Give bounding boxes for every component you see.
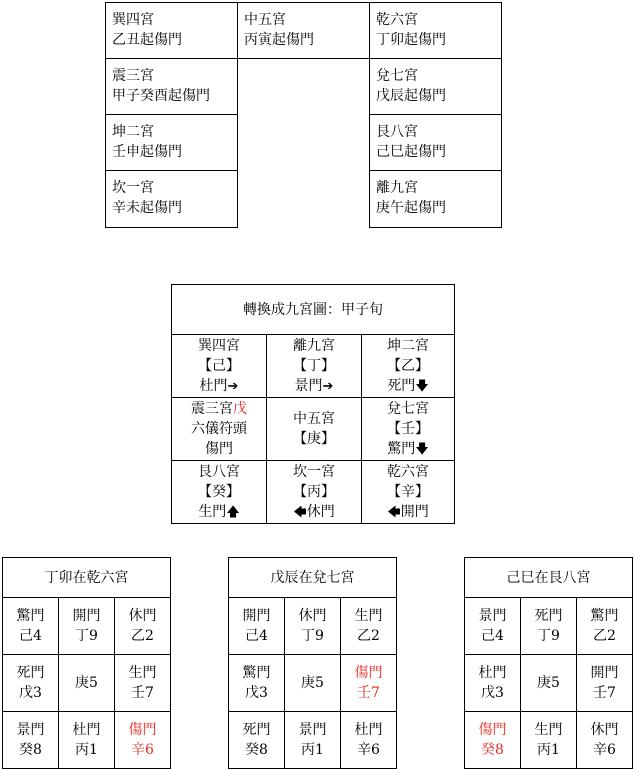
gate: 死門 (242, 722, 271, 738)
stem: 丁9 (537, 628, 560, 644)
arrow-up-icon: 🡅 (226, 504, 240, 520)
grid-cell (576, 711, 633, 769)
gate-with-arrow (295, 376, 334, 397)
gate-with-arrow (200, 376, 239, 397)
gate: 驚門 (387, 440, 416, 457)
stem: 癸8 (245, 742, 268, 758)
top-cell-qian6 (369, 2, 502, 59)
stem: 辛6 (357, 742, 380, 758)
stem: 己4 (19, 628, 42, 644)
palace-name: 巽四宮 (198, 337, 240, 354)
palace-dui7 (361, 397, 455, 461)
grid-title-box (228, 557, 397, 598)
grid-cell (114, 711, 171, 769)
grid-cell (2, 654, 59, 712)
start-gate-rule: 丁卯起傷門 (376, 32, 446, 48)
chart-title: 轉換成九宮圖：甲子旬 (243, 301, 383, 318)
gate: 景門 (16, 722, 45, 738)
gate: 傷門 (354, 665, 383, 681)
palace-name: 離九宮 (293, 337, 335, 354)
palace-qian6 (361, 460, 455, 524)
stem: 【己】 (198, 357, 240, 374)
grid-title-box (2, 557, 171, 598)
palace-xun4 (171, 334, 267, 398)
arrow-left-icon: 🡄 (293, 504, 307, 520)
grid-cell (464, 711, 521, 769)
stem: 乙2 (593, 628, 616, 644)
center-stem: 庚5 (537, 675, 560, 691)
start-gate-rule: 甲子癸酉起傷門 (112, 88, 210, 104)
grid-cell (114, 597, 171, 655)
gate: 死門 (16, 665, 45, 681)
grid-cell (2, 597, 59, 655)
palace-li9 (266, 334, 362, 398)
stem: 【癸】 (198, 483, 240, 500)
grid-cell (340, 597, 397, 655)
stem: 戊3 (481, 685, 504, 701)
grid-cell (58, 654, 115, 712)
gate-with-arrow (198, 502, 239, 523)
grid-cell (58, 711, 115, 769)
stem: 壬7 (131, 685, 154, 701)
stem: 辛6 (593, 742, 616, 758)
palace-name: 坎一宮 (293, 463, 335, 480)
gate: 景門 (298, 722, 327, 738)
top-cell-dui7 (369, 58, 502, 115)
palace-name: 離九宮 (376, 180, 418, 196)
palace-kan1 (266, 460, 362, 524)
stem: 【丙】 (293, 483, 335, 500)
gate: 死門 (387, 377, 416, 394)
gate-with-arrow (293, 502, 334, 523)
start-gate-rule: 辛未起傷門 (112, 200, 182, 216)
gate: 開門 (590, 665, 619, 681)
grid-cell (284, 711, 341, 769)
gate: 開門 (400, 503, 429, 520)
start-gate-rule: 戊辰起傷門 (376, 88, 446, 104)
start-gate-rule: 乙丑起傷門 (112, 32, 182, 48)
top-cell-xun4 (105, 2, 238, 59)
stem: 【庚】 (293, 431, 335, 447)
stem: 癸8 (481, 742, 504, 758)
gate: 休門 (306, 503, 335, 520)
stem: 【辛】 (387, 483, 429, 500)
stem: 壬7 (357, 685, 380, 701)
grid-cell (520, 654, 577, 712)
center-stem: 庚5 (301, 675, 324, 691)
palace-name: 震三宮 (191, 401, 233, 417)
grid-cell (340, 711, 397, 769)
gate: 生門 (534, 722, 563, 738)
grid-cell (464, 597, 521, 655)
palace-name: 兌七宮 (376, 68, 418, 84)
gate: 休門 (298, 608, 327, 624)
stem: 丙1 (537, 742, 560, 758)
grid-cell (58, 597, 115, 655)
start-gate-rule: 己巳起傷門 (376, 144, 446, 160)
palace-name: 中五宮 (293, 411, 335, 427)
gate: 開門 (72, 608, 101, 624)
stem: 丁9 (75, 628, 98, 644)
palace-name: 兌七宮 (387, 400, 429, 417)
grid-cell (284, 654, 341, 712)
gate: 杜門 (354, 722, 383, 738)
gate: 休門 (128, 608, 157, 624)
start-gate-rule: 丙寅起傷門 (244, 32, 314, 48)
gate: 休門 (590, 722, 619, 738)
stem: 己4 (481, 628, 504, 644)
gate: 驚門 (590, 608, 619, 624)
gate-with-arrow (387, 376, 428, 397)
grid-title: 戊辰在兌七宮 (270, 569, 355, 586)
top-cell-zhen3 (105, 58, 238, 115)
palace-name: 中五宮 (244, 12, 286, 28)
stem: 戊3 (19, 685, 42, 701)
arrow-right-icon: ➔ (227, 378, 239, 394)
palace-gen8 (171, 460, 267, 524)
palace-name: 艮八宮 (198, 463, 240, 480)
palace-name: 坤二宮 (387, 337, 429, 354)
start-gate-rule: 庚午起傷門 (376, 200, 446, 216)
center-stem: 庚5 (75, 675, 98, 691)
palace-name: 艮八宮 (376, 124, 418, 140)
stem: 丁9 (301, 628, 324, 644)
grid-cell (520, 711, 577, 769)
gate-with-arrow (387, 502, 428, 523)
grid-cell (228, 597, 285, 655)
grid-cell (520, 597, 577, 655)
grid-cell (576, 654, 633, 712)
stem: 乙2 (357, 628, 380, 644)
palace-zhong5 (266, 397, 362, 461)
top-cell-gen8 (369, 114, 502, 171)
arrow-left-icon: 🡄 (387, 504, 401, 520)
top-cell-zhong5 (237, 2, 370, 59)
stem: 丙1 (75, 742, 98, 758)
grid-title: 己巳在艮八宮 (506, 569, 591, 586)
gate: 生門 (198, 503, 227, 520)
palace-name: 乾六宮 (376, 12, 418, 28)
grid-cell (284, 597, 341, 655)
stem: 癸8 (19, 742, 42, 758)
highlight-stem: 戊 (233, 401, 247, 417)
palace-name-line (191, 399, 247, 419)
grid-cell (114, 654, 171, 712)
stem: 乙2 (131, 628, 154, 644)
stem: 丙1 (301, 742, 324, 758)
stem: 辛6 (131, 742, 154, 758)
stem: 【乙】 (387, 357, 429, 374)
top-cell-kun2 (105, 114, 238, 171)
start-gate-rule: 壬申起傷門 (112, 144, 182, 160)
arrow-right-icon: ➔ (322, 378, 334, 394)
label: 六儀符頭 (191, 421, 247, 437)
gate: 開門 (242, 608, 271, 624)
grid-title-box (464, 557, 633, 598)
palace-name: 坤二宮 (112, 124, 154, 140)
gate: 杜門 (199, 377, 228, 394)
palace-kun2 (361, 334, 455, 398)
palace-name: 震三宮 (112, 68, 154, 84)
gate: 杜門 (72, 722, 101, 738)
grid-cell (576, 597, 633, 655)
palace-name: 巽四宮 (112, 12, 154, 28)
gate: 死門 (534, 608, 563, 624)
gate: 景門 (294, 377, 323, 394)
grid-cell (228, 654, 285, 712)
stem: 【壬】 (387, 420, 429, 437)
top-cell-kan1 (105, 170, 238, 228)
gate: 景門 (478, 608, 507, 624)
gate: 生門 (128, 665, 157, 681)
gate: 傷門 (478, 722, 507, 738)
grid-cell (464, 654, 521, 712)
palace-zhen3 (171, 397, 267, 461)
gate: 驚門 (16, 608, 45, 624)
stem: 壬7 (593, 685, 616, 701)
gate: 生門 (354, 608, 383, 624)
grid-cell (228, 711, 285, 769)
arrow-down-icon: 🡇 (415, 378, 429, 394)
stem: 【丁】 (293, 357, 335, 374)
gate: 傷門 (128, 722, 157, 738)
gate: 驚門 (242, 665, 271, 681)
grid-cell (340, 654, 397, 712)
gate: 傷門 (205, 441, 233, 457)
gate-with-arrow (387, 439, 428, 460)
chart-title-box (171, 284, 455, 335)
top-cell-li9 (369, 170, 502, 228)
grid-cell (2, 711, 59, 769)
grid-title: 丁卯在乾六宮 (44, 569, 129, 586)
palace-name: 坎一宮 (112, 180, 154, 196)
palace-name: 乾六宮 (387, 463, 429, 480)
stem: 戊3 (245, 685, 268, 701)
arrow-down-icon: 🡇 (415, 441, 429, 457)
stem: 己4 (245, 628, 268, 644)
gate: 杜門 (478, 665, 507, 681)
